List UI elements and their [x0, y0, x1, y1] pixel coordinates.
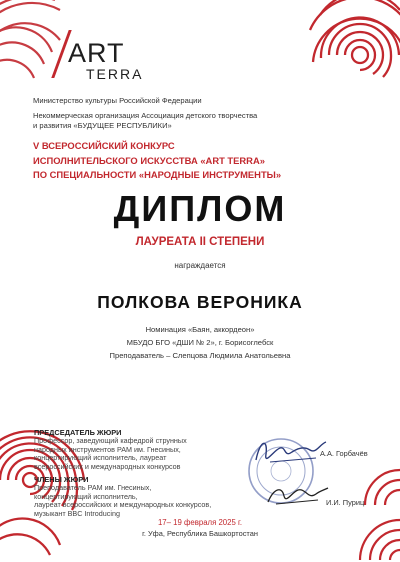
jury-chair-heading: ПРЕДСЕДАТЕЛЬ ЖЮРИ: [34, 428, 122, 437]
jury-member-line: концертирующий исполнитель,: [34, 491, 138, 501]
diploma-title: ДИПЛОМ: [113, 188, 287, 229]
contest-title: [33, 139, 281, 183]
jury-member-description: [34, 484, 224, 518]
jury-chair-line: всероссийских и международных конкурсов: [34, 461, 181, 471]
laureate-degree: ЛАУРЕАТА II СТЕПЕНИ: [135, 236, 265, 248]
contest-line-2: ИСПОЛНИТЕЛЬСКОГО ИСКУССТВА «ART TERRA»: [33, 154, 265, 166]
nomination: Номинация «Баян, аккордеон»: [145, 325, 255, 334]
event-dates: 17– 19 февраля 2025 г.: [157, 518, 243, 527]
jury-chair-line: концертирующий исполнитель, лауреат: [34, 453, 167, 463]
jury-members-heading: ЧЛЕНЫ ЖЮРИ: [34, 475, 89, 484]
logo-terra-text: TERRA: [86, 66, 144, 82]
chair-signature: [250, 432, 330, 472]
jury-member-line: Преподаватель РАМ им. Гнесиных,: [34, 483, 152, 492]
chair-name: А.А. Горбачёв: [320, 449, 368, 458]
jury-chair-line: Профессор, заведующий кафедрой струнных: [34, 436, 187, 445]
jury-member-line: лауреат всероссийских и международных конкурсов,: [34, 500, 212, 510]
org-line-1: Некоммерческая организация Ассоциация детского творчества: [33, 111, 258, 120]
teacher: Преподаватель – Слепцова Людмила Анатольевна: [109, 351, 291, 360]
org-line-2: и развития «БУДУЩЕЕ РЕСПУБЛИКИ»: [33, 121, 172, 130]
jury-chair-line: народных инструментов РАМ им. Гнесиных,: [34, 444, 181, 454]
contest-line-3: ПО СПЕЦИАЛЬНОСТИ «НАРОДНЫЕ ИНСТРУМЕНТЫ»: [33, 169, 282, 180]
fingerprint-top-right-decoration: [300, 0, 400, 110]
logo-art-text: ART: [68, 38, 125, 68]
contest-line-1: V ВСЕРОССИЙСКИЙ КОНКУРС: [33, 140, 175, 151]
member-signature: [262, 478, 332, 512]
school: МБУДО БГО «ДШИ № 2», г. Борисоглебск: [126, 338, 274, 347]
fingerprint-bottom-right-decoration: [345, 410, 400, 562]
recipient-name: ПОЛКОВА ВЕРОНИКА: [97, 292, 303, 312]
awarded-label: награждается: [174, 261, 226, 270]
jury-chair-description: [34, 437, 224, 471]
member-name: И.И. Пуриц: [326, 498, 365, 507]
event-city: г. Уфа, Республика Башкортостан: [142, 529, 258, 538]
jury-member-line: музыкант BBC Introducing: [34, 508, 120, 518]
ministry-line: Министерство культуры Российской Федерации: [33, 96, 202, 105]
